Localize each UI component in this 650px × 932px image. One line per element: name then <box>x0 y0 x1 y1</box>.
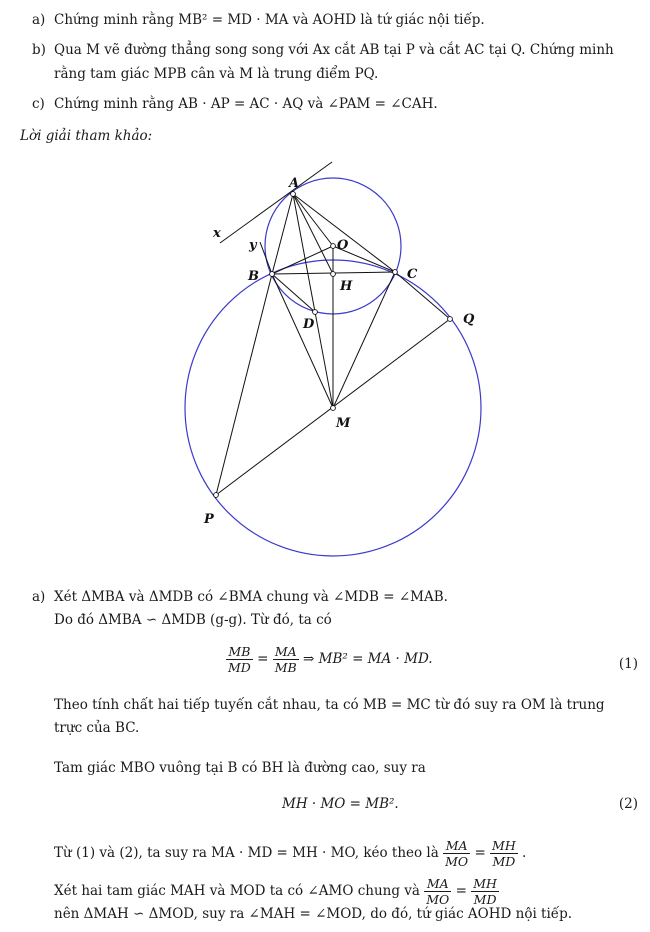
eq3-fraction-2: $\frac{MH}{MD}$ <box>492 838 516 869</box>
segment-ac <box>293 194 395 272</box>
eq4-fraction-2: $\frac{MH}{MD}$ <box>473 876 497 907</box>
part-b-label: b) <box>32 42 46 58</box>
equation-1 <box>226 644 433 675</box>
label-m: M <box>336 416 351 431</box>
label-h: H <box>340 279 353 294</box>
equation-2-number: (2) <box>618 796 638 812</box>
solution-line-3a: Theo tính chất hai tiếp tuyến cắt nhau, ta có MB = MC từ đó suy ra OM là trung <box>54 697 605 713</box>
equation-2: MH · MO = MB². <box>282 796 399 812</box>
segment-dm <box>315 312 333 408</box>
solution-line-5 <box>54 838 526 869</box>
eq3-equals: = <box>474 845 486 861</box>
label-c: C <box>407 267 418 282</box>
solution-heading: Lời giải tham khảo: <box>20 128 153 144</box>
solution-line-3b: trực của BC. <box>54 720 140 736</box>
point-q <box>448 317 453 322</box>
part-a-text: Chứng minh rằng MB² = MD · MA và AOHD là tứ giác nội tiếp. <box>54 12 485 28</box>
segment-cq <box>395 272 450 319</box>
segments <box>216 162 450 495</box>
segment-ah <box>293 194 333 274</box>
eq1-rest: ⇒ MB² = MA · MD. <box>303 651 433 667</box>
eq1-equals: = <box>257 651 269 667</box>
solution-line-6-text: Xét hai tam giác MAH và MOD ta có ∠AMO chung và <box>54 883 420 899</box>
point-labels <box>203 176 475 527</box>
eq4-equals: = <box>455 883 467 899</box>
solution-line-6 <box>54 876 499 907</box>
segment-ob <box>272 246 333 274</box>
label-p: P <box>204 512 214 527</box>
part-b-text-line2: rằng tam giác MPB cân và M là trung điểm PQ. <box>54 66 379 82</box>
point-h <box>331 272 336 277</box>
segment-bd <box>272 274 315 312</box>
part-a-label: a) <box>32 12 46 28</box>
label-y: y <box>249 238 257 253</box>
tangent-ax <box>220 162 332 243</box>
segment-bc <box>272 272 395 274</box>
segment-ad <box>293 194 315 312</box>
point-a <box>291 192 296 197</box>
segment-oc <box>333 246 395 272</box>
segment-by <box>260 242 272 274</box>
solution-line-5-text: Từ (1) và (2), ta suy ra MA · MD = MH · MO, kéo theo là <box>54 845 439 861</box>
segment-bm <box>272 274 333 408</box>
point-p <box>214 493 219 498</box>
segment-ao <box>293 194 333 246</box>
label-b: B <box>248 269 259 284</box>
equation-1-number: (1) <box>618 656 638 672</box>
circles <box>185 178 481 556</box>
solution-line-2: Do đó ΔMBA ∽ ΔMDB (g-g). Từ đó, ta có <box>54 612 332 628</box>
part-c-text: Chứng minh rằng AB · AP = AC · AQ và ∠PAM = ∠CAH. <box>54 96 438 112</box>
point-o <box>331 244 336 249</box>
solution-a-label: a) <box>32 589 46 605</box>
point-m <box>331 406 336 411</box>
solution-line-4: Tam giác MBO vuông tại B có BH là đường cao, suy ra <box>54 760 426 776</box>
eq1-fraction-2: $\frac{MA}{MB}$ <box>274 644 297 675</box>
segment-ab <box>272 194 293 274</box>
point-c <box>393 270 398 275</box>
point-d <box>313 310 318 315</box>
segment-bp <box>216 274 272 495</box>
part-b-text-line1: Qua M vẽ đường thẳng song song với Ax cắt AB tại P và cắt AC tại Q. Chứng minh <box>54 42 614 58</box>
eq4-fraction-1: $\frac{MA}{MO}$ <box>426 876 450 907</box>
points <box>214 192 453 498</box>
solution-line-1: Xét ΔMBA và ΔMDB có ∠BMA chung và ∠MDB = ∠MAB. <box>54 589 448 605</box>
point-b <box>270 272 275 277</box>
label-a: A <box>289 176 300 191</box>
label-o: O <box>337 238 349 253</box>
segment-cm <box>333 272 395 408</box>
label-x: x <box>213 226 221 241</box>
eq3-end: . <box>522 845 527 861</box>
label-d: D <box>303 317 315 332</box>
segment-pq <box>216 319 450 495</box>
solution-line-7: nên ΔMAH ∽ ΔMOD, suy ra ∠MAH = ∠MOD, do đó, tứ giác AOHD nội tiếp. <box>54 906 573 922</box>
eq1-fraction-1: $\frac{MB}{MD}$ <box>228 644 251 675</box>
circle-m <box>185 260 481 556</box>
label-q: Q <box>463 312 475 327</box>
part-c-label: c) <box>32 96 45 112</box>
circle-o <box>265 178 401 314</box>
eq3-fraction-1: $\frac{MA}{MO}$ <box>445 838 469 869</box>
